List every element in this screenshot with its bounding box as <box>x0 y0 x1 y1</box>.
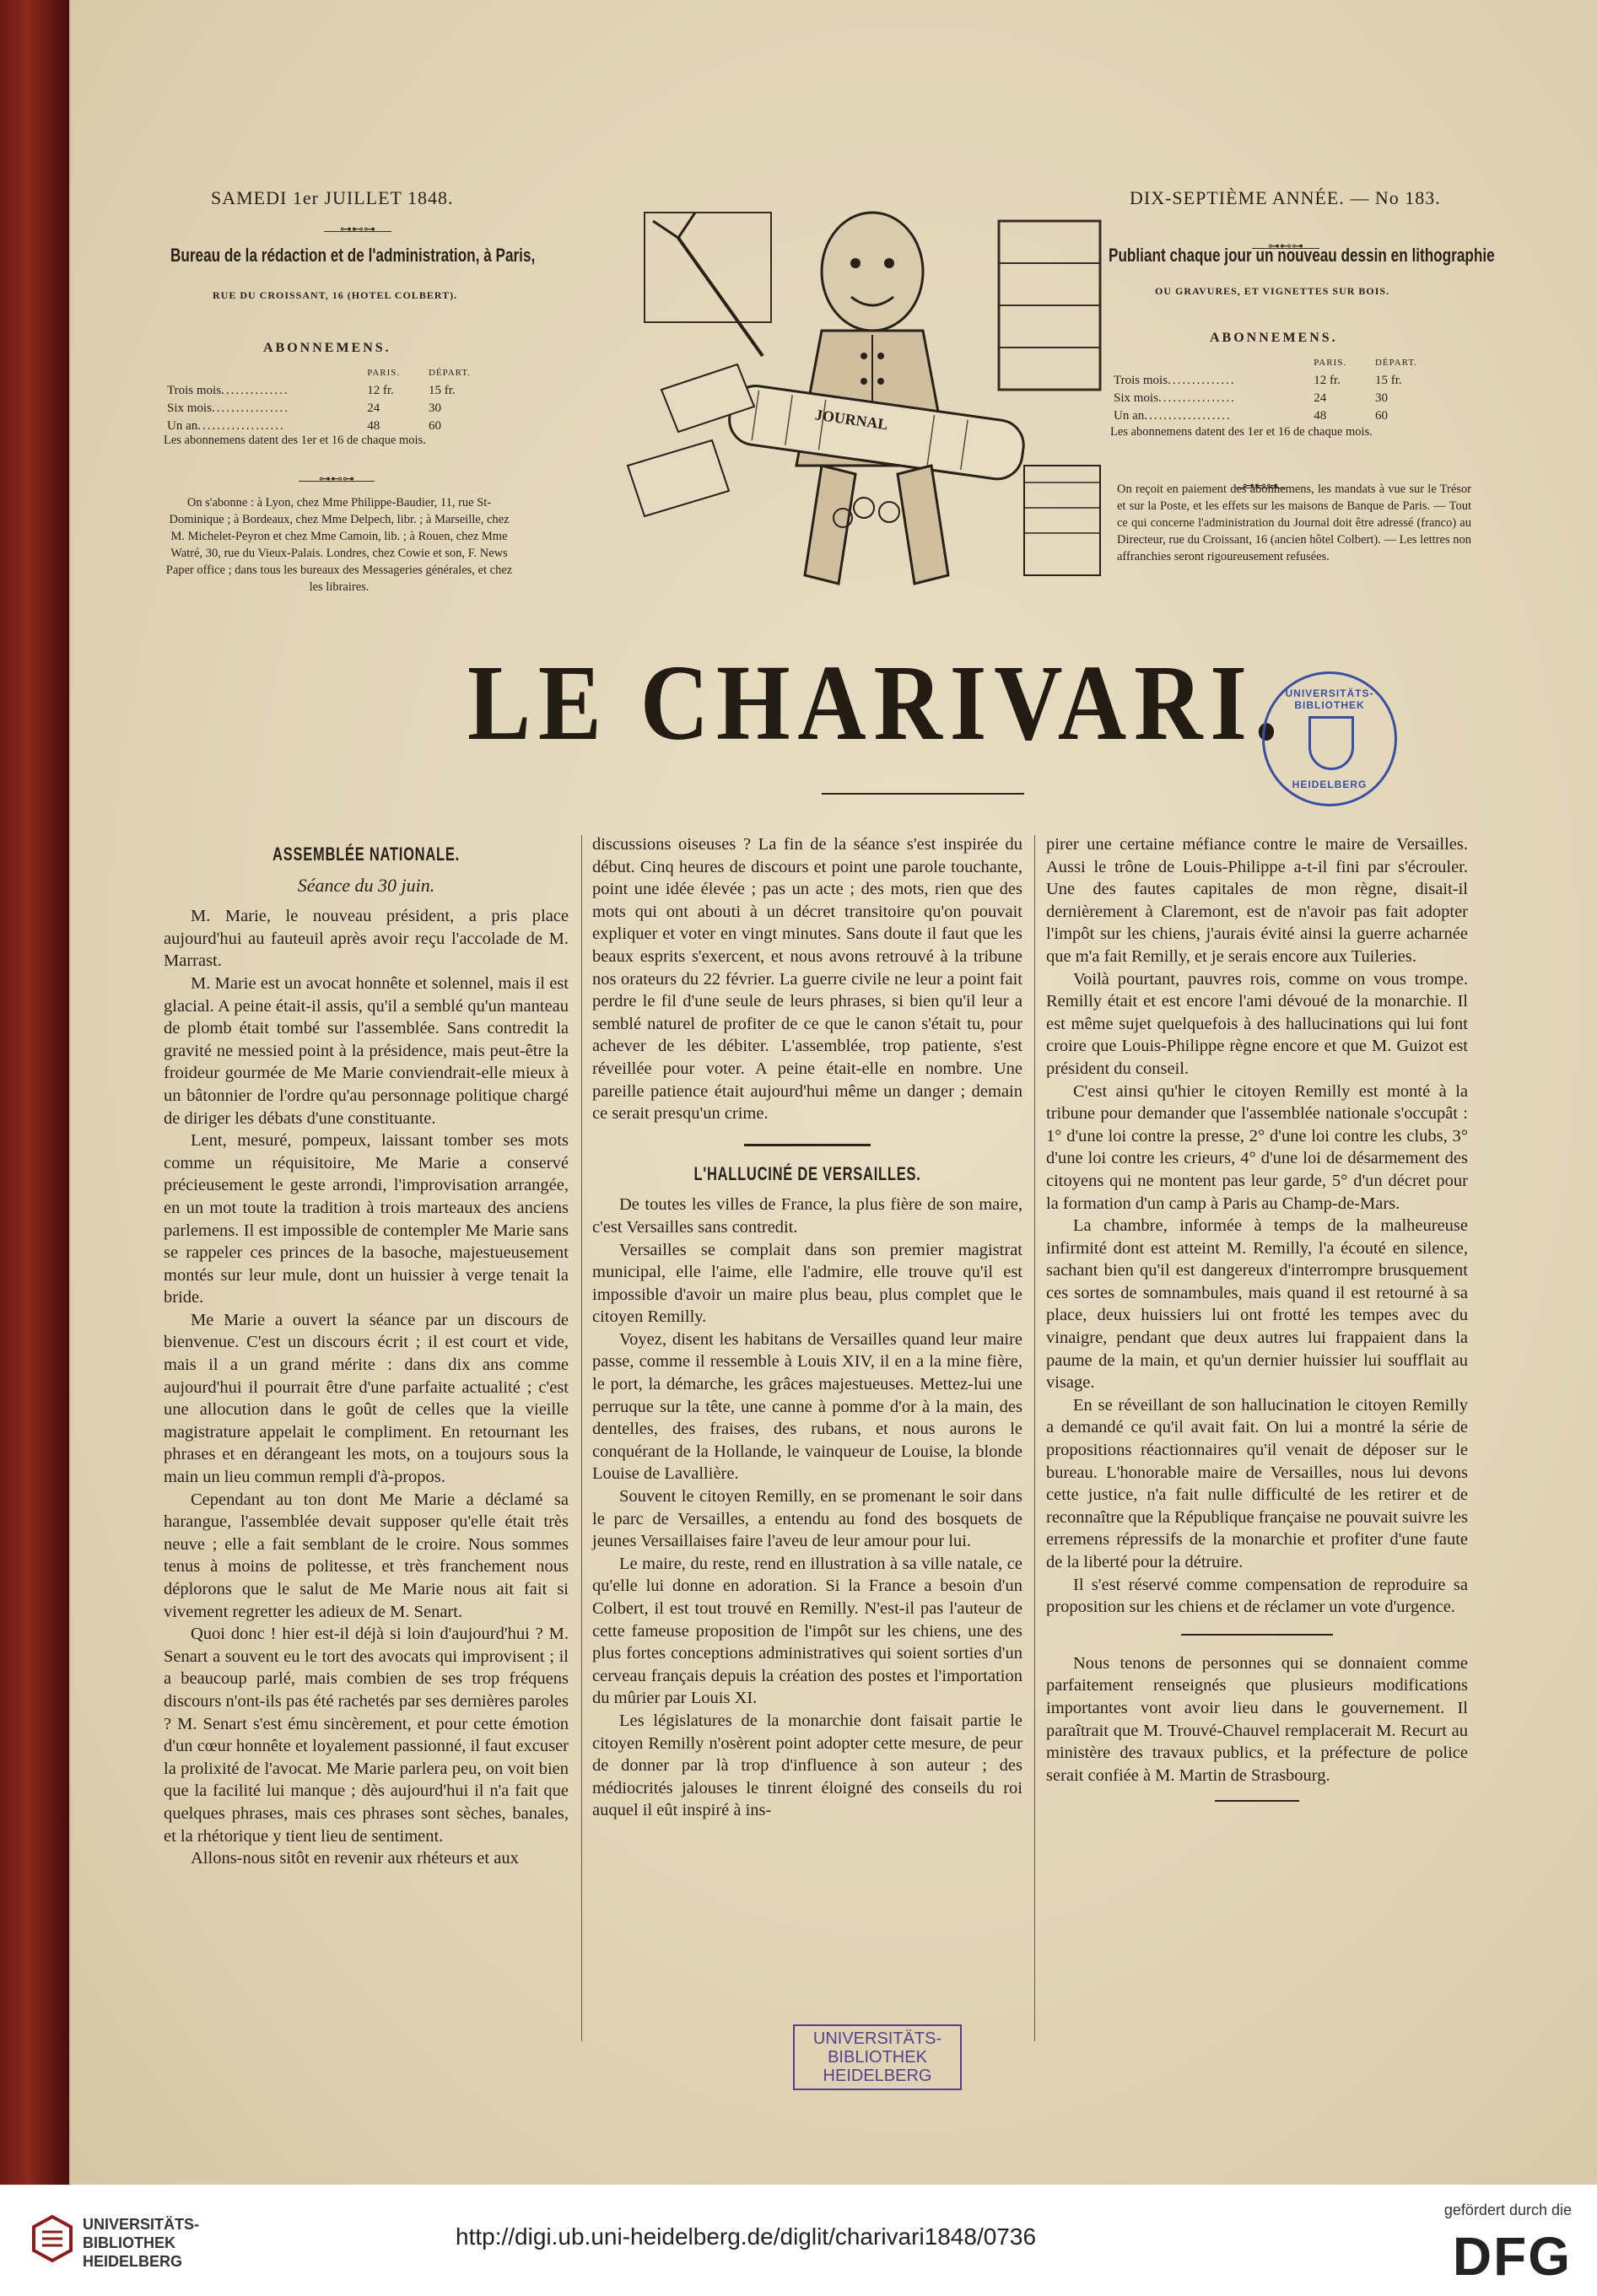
ornament <box>324 231 391 240</box>
coat-of-arms-icon <box>1308 716 1354 770</box>
section-title-versailles: L'HALLUCINÉ DE VERSAILLES. <box>693 1162 921 1184</box>
paragraph: Versailles se complait dans son premier magistrat municipal, elle l'aime, elle l'admire, elle trouve qu'il est impossible d'avoir un maire plus beau, plus complet que le citoyen Remilly. <box>592 1240 1022 1327</box>
price-depart: 15 fr. <box>428 384 456 397</box>
column-divider <box>581 835 582 2041</box>
price-col-paris: PARIS. <box>367 368 401 378</box>
price-depart: 30 <box>1374 391 1388 405</box>
price-depart: 60 <box>1374 409 1388 423</box>
price-col-depart: DÉPART. <box>428 368 471 378</box>
abonnements-title-left: ABONNEMENS. <box>263 341 391 355</box>
library-stamp-round <box>1262 671 1397 806</box>
daily-lithograph-line: Publiant chaque jour un nouveau dessin en lithographie <box>1109 245 1495 266</box>
university-logo-icon <box>30 2213 74 2264</box>
paragraph: Quoi donc ! hier est-il déjà si loin d'aujourd'hui ? M. Senart a souvent eu le tort des avocats qui improvisent ; il a beaucoup parlé, mais combien de ses trop fréquens discours n'ont-ils pas été rachetés par ses dernières paroles ? M. Senart s'est ému sincèrement, et pour cette émotion d'un cœur honnête et loyalement passionné, il faut excuser la prolixité de l'avocat. Me Marie parlera peu, on voit bien que la facilité lui manque ; dès aujourd'hui il n'a fait que quelques phrases, mais ces phrases sont sèches, banales, et la rhétorique y tient lieu de sentiment. <box>164 1625 569 1846</box>
ornament <box>299 481 375 489</box>
paragraph: Lent, mesuré, pompeux, laissant tomber ses mots comme un réquisitoire, Me Marie a conservé précieusement le geste arrondi, l'improvisation arrangée, en un mot toute la tradition à trois marteaux des anciens parlemens. Il est impossible de contempler Me Marie sans se rappeler ces princes de la basoche, majestueusement montés sur leur mule, dont un huissier à verge tenait la bride. <box>164 1131 569 1307</box>
stamp-line: HEIDELBERG <box>823 2067 932 2085</box>
column-2 <box>592 833 1022 1822</box>
price-paris: 24 <box>1314 391 1327 405</box>
paragraph: En se réveillant de son hallucination le citoyen Remilly a demandé ce qu'il avait fait. On lui a montré la série de propositions réactionnaires qu'il venait de déposer sur le bureau. L'honorable maire de Versailles, nous lui devons cette justice, n'a fait nulle difficulté de les retirer et de reconnaître que la République française ne pouvait suivre les erremens répressifs de la monarchie et profiter d'une faute de la liberté pour la détruire. <box>1046 1395 1468 1571</box>
price-label: Un an <box>167 419 198 433</box>
library-stamp-rect <box>793 2024 962 2090</box>
masthead-rule <box>822 793 1024 795</box>
caricature-illustration <box>594 187 1134 609</box>
abon-note-left: Les abonnemens datent des 1er et 16 de chaque mois. <box>164 434 426 447</box>
paragraph: Les législatures de la monarchie dont faisait partie le citoyen Remilly n'osèrent point adopter cette mesure, de peur de donner par là trop d'influence à son auteur ; des médiocrités jalouses le tinrent éloigné des conseils du roi auquel il eût inspiré à ins- <box>592 1711 1022 1820</box>
library-name <box>83 2215 199 2271</box>
year-issue-number: DIX-SEPTIÈME ANNÉE. — No 183. <box>1130 187 1441 208</box>
funded-by-label: gefördert durch die <box>1443 2202 1572 2218</box>
price-paris: 48 <box>1314 409 1327 423</box>
masthead-title: LE CHARIVARI. <box>467 643 1286 763</box>
section-title-assemblee: ASSEMBLÉE NATIONALE. <box>272 843 460 865</box>
paragraph: Il s'est réservé comme compensation de reproduire sa proposition sur les chiens et de réclamer un vote d'urgence. <box>1046 1575 1468 1617</box>
price-paris: 12 fr. <box>367 384 394 397</box>
paragraph: discussions oiseuses ? La fin de la séance s'est inspirée du début. Cinq heures de discours et point une parole touchante, point une idée élevée ; pas un acte ; des mots, rien que des mots qui ont abouti à un décret transitoire qu'on pouvait expliquer et voter en vingt minutes. Sans doute il faut que les beaux esprits s'exercent, et nous avons retrouvé à la tribune nos orateurs du 22 février. La guerre civile ne leur a point fait perdre le fil d'une seule de leurs phrases, si bien qu'il leur a semblé naturel de profiter de ce que le canon s'était tu, pour achever de les débiter. L'assemblée, trop patiente, s'est réveillée pour voter. A peine était-elle en nombre. Une pareille patience était aujourd'hui même un danger ; demain ce serait presqu'un crime. <box>592 835 1022 1124</box>
paragraph: Me Marie a ouvert la séance par un discours de bienvenue. C'est un discours écrit ; il est court et vide, mais il a un grand mérite : dans dix ans comme aujourd'hui il pourrait être d'une parfaite actualité ; c'est une allocution dans le goût de celles que la vieille magistrature appelait le compliment. En retournant les phrases et en dérangeant les mots, on a toujours sous la main un lieu commun rempli d'à-propos. <box>164 1310 569 1487</box>
price-paris: 48 <box>367 419 380 433</box>
price-col-depart: DÉPART. <box>1374 358 1417 368</box>
section-rule <box>744 1144 871 1146</box>
price-label: Trois mois <box>1114 374 1168 387</box>
column-3 <box>1046 833 1468 1802</box>
dfg-logo: DFG <box>1452 2226 1572 2287</box>
permalink-url[interactable]: http://digi.ub.uni-heidelberg.de/diglit/charivari1848/0736 <box>456 2223 1037 2250</box>
paragraph: Voyez, disent les habitans de Versailles quand leur maire passe, comme il ressemble à Louis XIV, il en a la mine fière, le port, la démarche, les grâces majestueuses. Mettez-lui une perruque sur la tête, une canne à pomme d'or à la main, des dentelles, des fraises, des rubans, et nous aurons le conquérant de la Hollande, le vainqueur de Louise, la blonde Louise de Lavallière. <box>592 1329 1022 1484</box>
journal-label: JOURNAL <box>813 406 889 434</box>
column-1 <box>164 843 569 1870</box>
paragraph: M. Marie est un avocat honnête et solennel, mais il est glacial. A peine était-il assis, qu'il a semblé qu'un manteau de plomb était tombé sur l'assemblée. Sans contredit la gravité ne messied point à la présidence, mais peut-être la froideur gourmée de Me Marie conviendrait-elle mieux à un bâtonnier de l'ordre qu'au personnage politique chargé de diriger les débats d'une constituante. <box>164 973 569 1128</box>
price-paris: 24 <box>367 402 380 415</box>
price-depart: 30 <box>428 402 441 415</box>
daily-sub: OU GRAVURES, ET VIGNETTES SUR BOIS. <box>1155 285 1390 297</box>
price-col-paris: PARIS. <box>1314 358 1347 368</box>
paragraph: La chambre, informée à temps de la malheureuse infirmité dont est atteint M. Remilly, l'a écouté en silence, sachant bien qu'il est dangereux d'interrompre brusquement ces sortes de somnambules, mais quand il est retourné à sa place, deux huissiers lui ont frotté les tempes avec du vinaigre, pendant que deux autres lui frappaient dans la paume de la main, et qu'un dernier huissier lui soufflait au visage. <box>1046 1216 1468 1393</box>
section-subtitle-seance: Séance du 30 juin. <box>297 874 435 896</box>
paragraph: Allons-nous sitôt en revenir aux rhéteurs et aux <box>191 1849 519 1868</box>
price-label: Six mois <box>1114 391 1158 405</box>
paragraph: M. Marie, le nouveau président, a pris place aujourd'hui au fauteuil après avoir reçu l'accolade de M. Marrast. <box>164 907 569 971</box>
office-line: Bureau de la rédaction et de l'administration, à Paris, <box>170 245 536 266</box>
abon-note-right: Les abonnemens datent des 1er et 16 de chaque mois. <box>1110 425 1373 439</box>
paragraph: C'est ainsi qu'hier le citoyen Remilly est monté à la tribune pour demander que l'assemblée nationale s'occupât : 1° d'une loi contre la presse, 2° d'une loi contre les clubs, 3° d'une loi contre les crieurs, 4° d'une loi de désarmement des citoyens qui ne montent pas leur garde, 5° d'un décret pour la formation d'un camp à Paris au Champ-de-Mars. <box>1046 1081 1468 1213</box>
footer-bar <box>0 2185 1597 2296</box>
paragraph: pirer une certaine méfiance contre le maire de Versailles. Aussi le trône de Louis-Philippe a-t-il fini par s'écrouler. Une des fautes capitales de mon règne, disait-il dernièrement à Claremont, est de n'avoir pas fait adopter l'impôt sur les chiens, j'aurais évité ainsi la guerre acharnée que m'a fait Remilly, et je serais encore aux Tuileries. <box>1046 835 1468 966</box>
abonnements-title-right: ABONNEMENS. <box>1210 331 1338 345</box>
paragraph: Cependant au ton dont Me Marie a déclamé sa harangue, l'assemblée devait supposer qu'elle était très neuve ; elle a fait semblant de le croire. Nous sommes tenus à moins de politesse, et très franchement nous déplorons que le salut de Me Marie nous ait fait si vivement regretter les adieux de M. Senart. <box>164 1490 569 1621</box>
office-address: RUE DU CROISSANT, 16 (HOTEL COLBERT). <box>213 289 458 301</box>
issue-date: SAMEDI 1er JUILLET 1848. <box>211 187 454 208</box>
price-table-right: PARIS. DÉPART. Trois mois.............. 12 fr. 15 fr. Six mois................ 24 30 Un an.................. 48 60 <box>1110 354 1448 425</box>
newspaper-page <box>71 0 1597 2185</box>
paragraph: Souvent le citoyen Remilly, en se promenant le soir dans le parc de Versailles, a entendu au fond des bosquets de jeunes Versaillaises faire l'aveu de leur amour pour lui. <box>592 1487 1022 1551</box>
price-paris: 12 fr. <box>1314 374 1341 387</box>
stamp-text-top: UNIVERSITÄTS-BIBLIOTHEK <box>1285 687 1374 711</box>
payment-note-right: On reçoit en paiement des abonnemens, les mandats à vue sur le Trésor et sur la Poste, et les effets sur les maisons de Banque de Paris. — Tout ce qui concerne l'administration du Journal doit être adressé (franco) au Directeur, rue du Croissant, 16 (ancien hôtel Colbert). — Les lettres non affranchies seront rigoureusement refusées. <box>1117 482 1471 563</box>
subscription-note-left: On s'abonne : à Lyon, chez Mme Philippe-Baudier, 11, rue St-Dominique ; à Bordeaux, chez Mme Delpech, libr. ; à Marseille, chez M. Michelet-Peyron et chez Mme Camoin, lib. ; à Rouen, chez Mme Watré, 30, rue du Vieux-Palais. Londres, chez Cowie et son, F. News Paper office ; dans tous les bureaux des Messageries générales, et chez les libraires. <box>165 496 513 594</box>
paragraph: Nous tenons de personnes qui se donnaient comme parfaitement renseignés que plusieurs modifications importantes vont avoir lieu dans le gouvernement. Il paraîtrait que M. Trouvé-Chauvel remplacerait M. Recurt au ministère des travaux publics, et la préfecture de police serait confiée à M. Martin de Strasbourg. <box>1046 1653 1468 1785</box>
price-label: Un an <box>1114 409 1145 423</box>
paragraph: Le maire, du reste, rend en illustration à sa ville natale, ce qu'elle lui donne en adoration. Si la France a besoin d'un Colbert, il est tout trouvé en Remilly. N'est-il pas l'auteur de cette fameuse proposition de l'impôt sur les chiens, une des plus fortes conceptions administratives qui soient sorties d'un cerveau français depuis la création des postes et l'importation du mûrier par Louis XI. <box>592 1554 1022 1708</box>
library-line: BIBLIOTHEK <box>83 2234 175 2251</box>
library-line: HEIDELBERG <box>83 2253 183 2270</box>
paragraph: Voilà pourtant, pauvres rois, comme on vous trompe. Remilly était et est encore l'ami dévoué de la monarchie. Il est même sujet quelquefois à des hallucinations qui lui font croire que Louis-Philippe règne encore et que M. Guizot est président du conseil. <box>1046 969 1468 1078</box>
stamp-line: UNIVERSITÄTS- <box>812 2029 942 2048</box>
section-rule <box>1181 1634 1333 1636</box>
section-rule <box>1215 1800 1299 1802</box>
stamp-line: BIBLIOTHEK <box>828 2048 927 2067</box>
library-line: UNIVERSITÄTS- <box>83 2216 200 2233</box>
price-depart: 60 <box>428 419 441 433</box>
book-binding <box>0 0 81 2185</box>
price-depart: 15 fr. <box>1374 374 1402 387</box>
price-table-left: PARIS. DÉPART. Trois mois.............. 12 fr. 15 fr. Six mois................ 24 30 Un an.................. 48 60 <box>164 364 501 435</box>
column-divider <box>1034 835 1035 2041</box>
paragraph: De toutes les villes de France, la plus fière de son maire, c'est Versailles sans contredit. <box>592 1195 1022 1237</box>
stamp-text-bottom: HEIDELBERG <box>1292 779 1368 790</box>
price-label: Trois mois <box>167 384 222 397</box>
price-label: Six mois <box>167 402 212 415</box>
